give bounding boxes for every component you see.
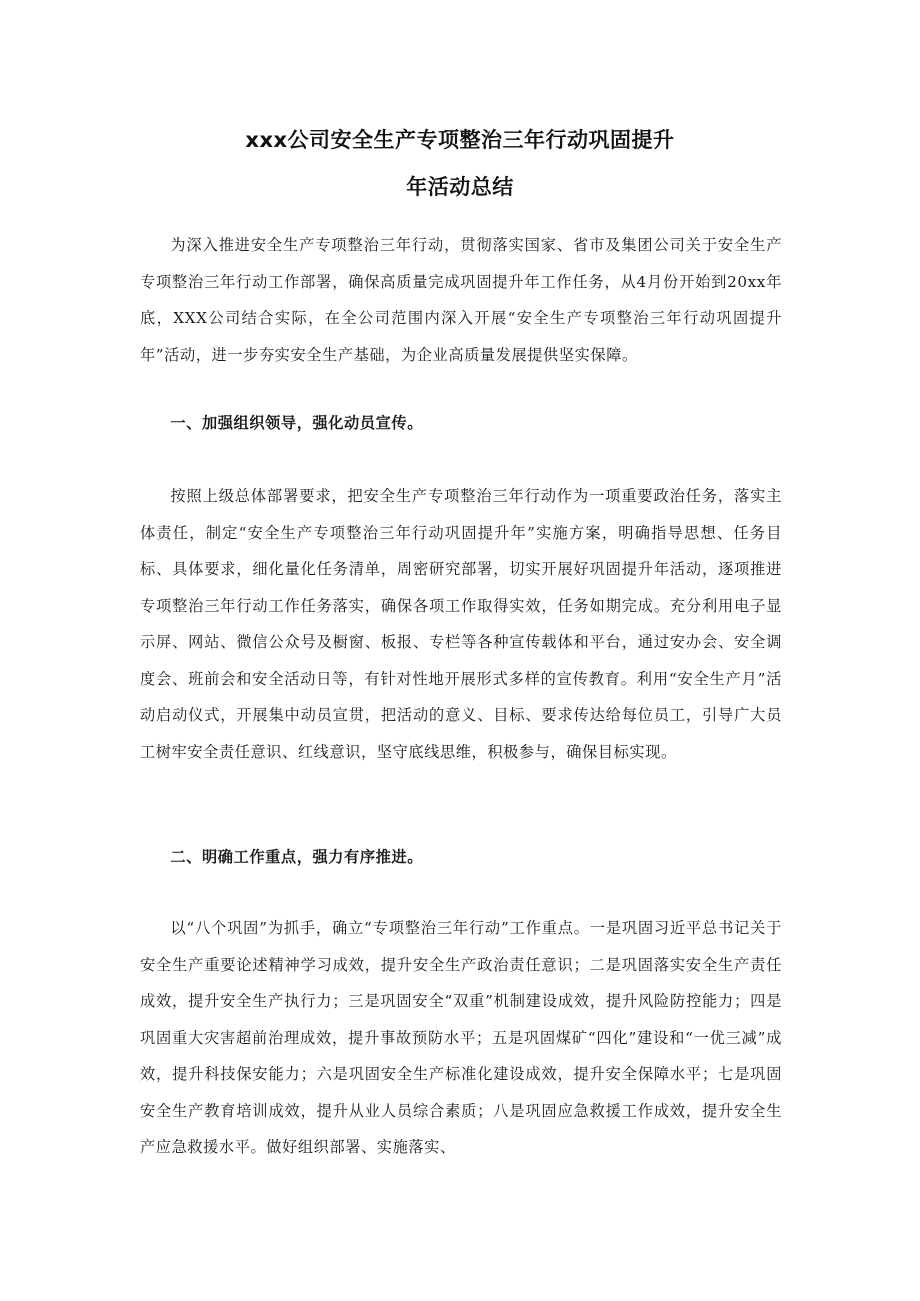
intro-paragraph: 为深入推进安全生产专项整治三年行动，贯彻落实国家、省市及集团公司关于安全生产专项整治三年行动工作部署，确保高质量完成巩固提升年工作任务，从4月份开始到20xx年底，XXX公司结合实际，在全公司范围内深入开展“安全生产专项整治三年行动巩固提升年”活动，进一步夯实安全生产基础，为企业高质量发展提供坚实保障。 — [140, 236, 782, 364]
document-title-line-2: 年活动总结 — [406, 175, 514, 199]
document-title-line-1: xxx公司安全生产专项整治三年行动巩固提升 — [245, 128, 675, 152]
section-2-heading: 二、明确工作重点，强力有序推进。 — [170, 848, 423, 866]
section-1-heading: 一、加强组织领导，强化动员宣传。 — [170, 414, 423, 432]
section-2-paragraph: 以“八个巩固”为抓手，确立“专项整治三年行动”工作重点。一是巩固习近平总书记关于安全生产重要论述精神学习成效，提升安全生产政治责任意识；二是巩固落实安全生产责任成效，提升安全生产执行力；三是巩固安全“双重”机制建设成效，提升风险防控能力；四是巩固重大灾害超前治理成效，提升事故预防水平；五是巩固煤矿“四化”建设和“一优三减”成效，提升科技保安能力；六是巩固安全生产标准化建设成效，提升安全保障水平；七是巩固安全生产教育培训成效，提升从业人员综合素质；八是巩固应急救援工作成效，提升安全生产应急救援水平。做好组织部署、实施落实、 — [140, 919, 782, 1156]
section-1-paragraph: 按照上级总体部署要求，把安全生产专项整治三年行动作为一项重要政治任务，落实主体责任，制定“安全生产专项整治三年行动巩固提升年”实施方案，明确指导思想、任务目标、具体要求，细化量化任务清单，周密研究部署，切实开展好巩固提升年活动，逐项推进专项整治三年行动工作任务落实，确保各项工作取得实效，任务如期完成。充分利用电子显示屏、网站、微信公众号及橱窗、板报、专栏等各种宣传载体和平台，通过安办会、安全调度会、班前会和安全活动日等，有针对性地开展形式多样的宣传教育。利用“安全生产月”活动启动仪式，开展集中动员宣贯，把活动的意义、目标、要求传达给每位员工，引导广大员工树牢安全责任意识、红线意识，坚守底线思维，积极参与，确保目标实现。 — [140, 487, 782, 761]
